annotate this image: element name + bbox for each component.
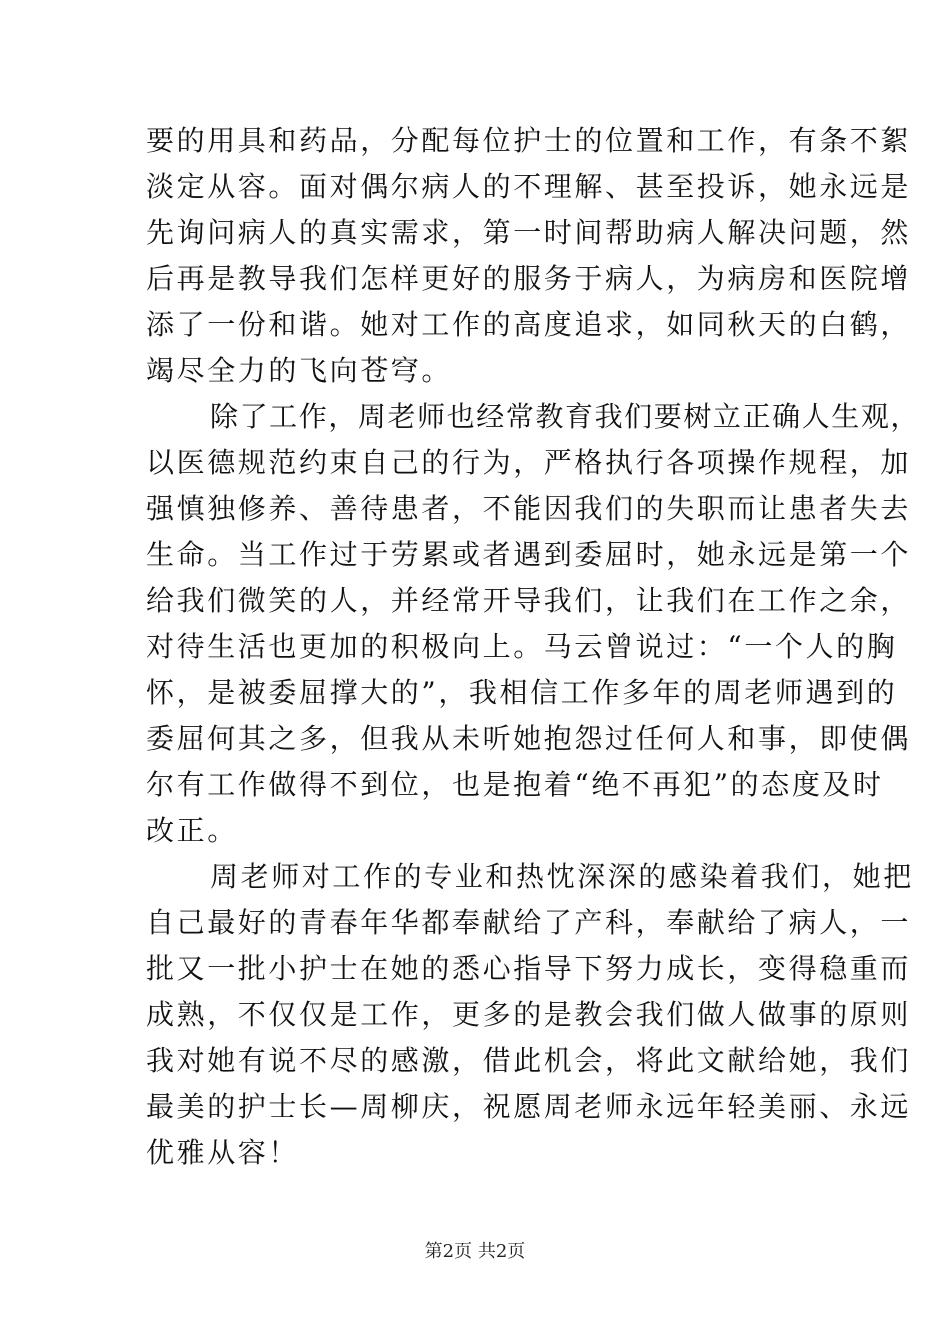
page-number-footer: 第2页 共2页 xyxy=(424,1241,526,1262)
text-line: 后再是教导我们怎样更好的服务于病人，为病房和医院增 xyxy=(146,262,912,295)
text-line: 尔有工作做得不到位，也是抱着“绝不再犯”的态度及时 xyxy=(146,768,884,801)
text-line: 优雅从容！ xyxy=(146,1136,300,1169)
text-line: 淡定从容。面对偶尔病人的不理解、甚至投诉，她永远是 xyxy=(146,170,912,203)
text-line: 竭尽全力的飞向苍穹。 xyxy=(146,354,453,387)
text-line: 对待生活也更加的积极向上。马云曾说过：“一个人的胸 xyxy=(146,630,898,663)
text-line: 要的用具和药品，分配每位护士的位置和工作，有条不絮 xyxy=(146,124,912,157)
text-line: 先询问病人的真实需求，第一时间帮助病人解决问题，然 xyxy=(146,216,912,249)
text-line: 怀，是被委屈撑大的”，我相信工作多年的周老师遇到的 xyxy=(146,676,898,709)
text-line: 改正。 xyxy=(146,814,238,847)
text-line: 最美的护士长—周柳庆，祝愿周老师永远年轻美丽、永远 xyxy=(146,1090,912,1123)
text-line: 周老师对工作的专业和热忱深深的感染着我们，她把 xyxy=(210,860,914,893)
text-line: 以医德规范约束自己的行为，严格执行各项操作规程，加 xyxy=(146,446,912,479)
text-line: 我对她有说不尽的感激，借此机会，将此文献给她，我们 xyxy=(146,1044,912,1077)
text-line: 给我们微笑的人，并经常开导我们，让我们在工作之余， xyxy=(146,584,912,617)
text-line: 除了工作，周老师也经常教育我们要树立正确人生观， xyxy=(210,400,920,433)
text-line: 强慎独修养、善待患者，不能因我们的失职而让患者失去 xyxy=(146,492,912,525)
text-line: 委屈何其之多，但我从未听她抱怨过任何人和事，即使偶 xyxy=(146,722,912,755)
text-line: 生命。当工作过于劳累或者遇到委屈时，她永远是第一个 xyxy=(146,538,912,571)
text-line: 自己最好的青春年华都奉献给了产科，奉献给了病人，一 xyxy=(146,906,912,939)
text-line: 批又一批小护士在她的悉心指导下努力成长，变得稳重而 xyxy=(146,952,912,985)
text-line: 成熟，不仅仅是工作，更多的是教会我们做人做事的原则 xyxy=(146,998,912,1031)
text-line: 添了一份和谐。她对工作的高度追求，如同秋天的白鹤， xyxy=(146,308,912,341)
